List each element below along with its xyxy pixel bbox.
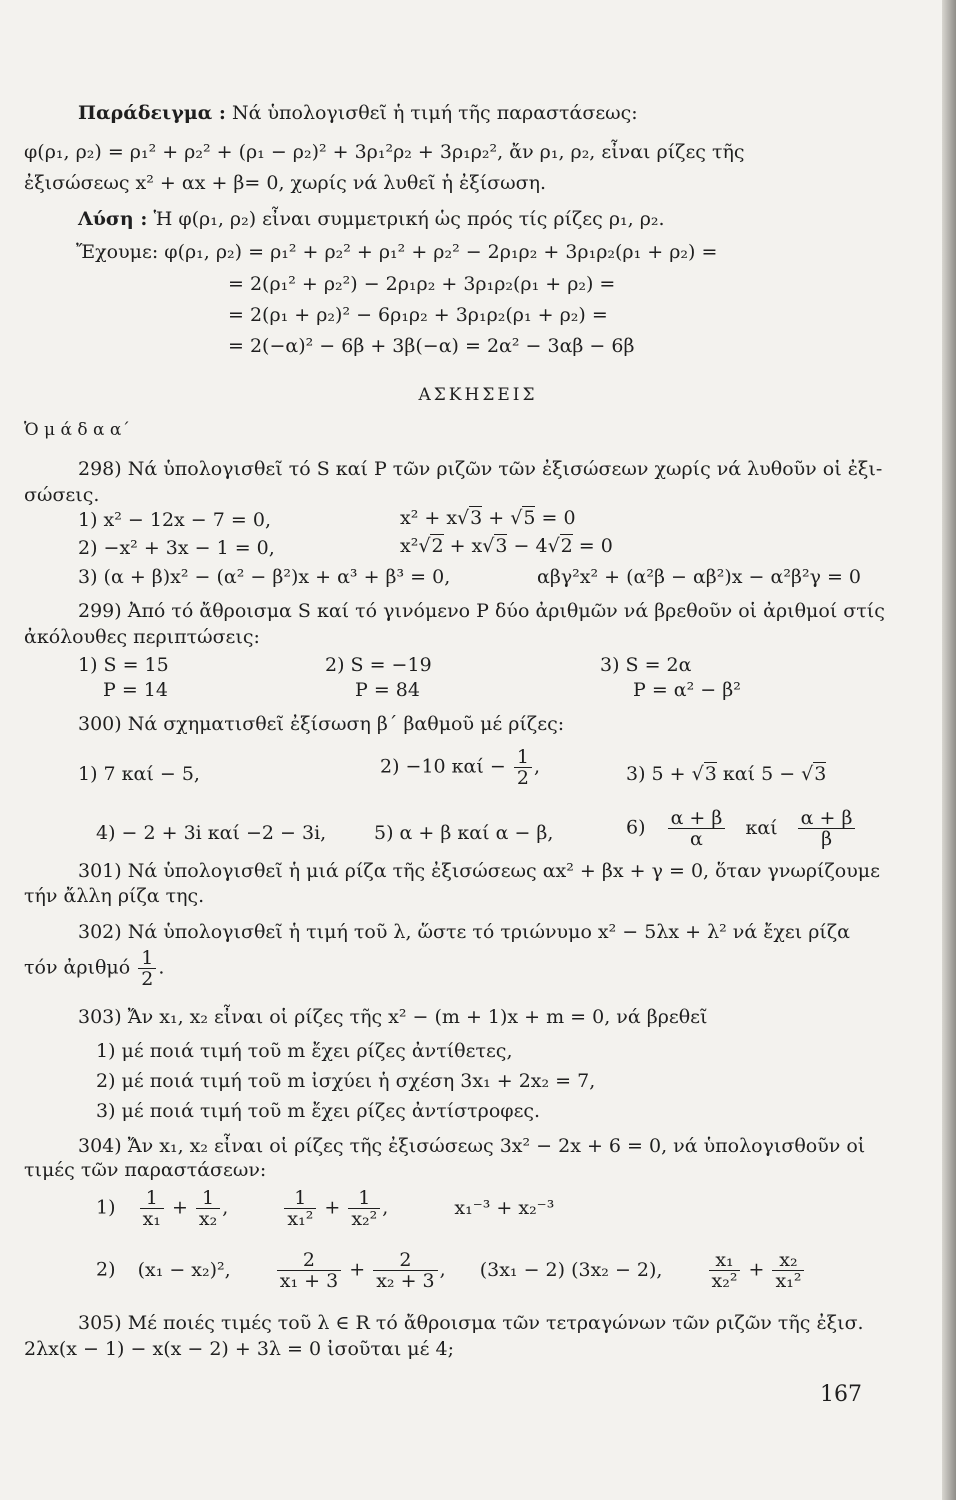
exercise-303-item-1: 1) μέ ποιά τιμή τοῦ m ἔχει ρίζες ἀντίθετες, (96, 1040, 513, 1062)
exercise-301-line-2: τήν ἄλλη ρίζα της. (24, 885, 205, 907)
solution-line-3: = 2(ρ₁² + ρ₂²) − 2ρ₁ρ₂ + 3ρ₁ρ₂(ρ₁ + ρ₂) = (228, 273, 616, 295)
exercise-302-line-1: 302) Νά ὑπολογισθεῖ ἡ τιμή τοῦ λ, ὥστε τό τριώνυμο x² − 5λx + λ² νά ἔχει ρίζα (78, 921, 851, 943)
exercise-300-item-5: 5) α + β καί α − β, (374, 822, 554, 844)
exercise-299-case-2-p: P = 84 (355, 679, 420, 701)
example-line-3: ἐξισώσεως x² + αx + β= 0, χωρίς νά λυθεῖ ἡ ἐξίσωση. (24, 172, 547, 194)
solution-line-1: Ἡ φ(ρ₁, ρ₂) εἶναι συμμετρική ὡς πρός τίς ρίζες ρ₁, ρ₂. (153, 208, 665, 230)
exercise-298-line-1: 298) Νά ὑπολογισθεῖ τό S καί P τῶν ριζῶν τῶν ἐξισώσεων χωρίς νά λυθοῦν οἱ ἐξι- (78, 458, 883, 480)
exercise-303-line-1: 303) Ἄν x₁, x₂ εἶναι οἱ ρίζες τῆς x² − (m + 1)x + m = 0, νά βρεθεῖ (78, 1006, 708, 1028)
exercise-300-item-4: 4) − 2 + 3i καί −2 − 3i, (96, 822, 327, 844)
solution-paragraph (78, 207, 665, 231)
example-heading: Παράδειγμα : (78, 102, 226, 124)
exercise-299-case-2-s: 2) S = −19 (325, 654, 432, 676)
exercise-305-line-1: 305) Μέ ποιές τιμές τοῦ λ ∈ R τό ἄθροισμα τῶν τετραγώνων τῶν ριζῶν τῆς ἐξισ. (78, 1312, 864, 1334)
exercise-300-line-1: 300) Νά σχηματισθεῖ ἐξίσωση β΄ βαθμοῦ μέ ρίζες: (78, 713, 565, 735)
exercises-title: ΑΣΚΗΣΕΙΣ (418, 385, 538, 405)
exercise-298-item-3a: 3) (α + β)x² − (α² − β²)x + α³ + β³ = 0, (78, 566, 451, 588)
exercise-299-line-2: ἀκόλουθες περιπτώσεις: (24, 626, 260, 648)
exercise-304-line-2: τιμές τῶν παραστάσεων: (24, 1159, 267, 1181)
exercise-303-item-3: 3) μέ ποιά τιμή τοῦ m ἔχει ρίζες ἀντίστροφες. (96, 1100, 541, 1122)
exercise-300-item-3: 3) 5 + √3 καί 5 − √3 (626, 763, 827, 785)
exercise-304-line-1: 304) Ἄν x₁, x₂ εἶναι οἱ ρίζες τῆς ἐξισώσεως 3x² − 2x + 6 = 0, νά ὑπολογισθοῦν οἱ (78, 1135, 866, 1157)
exercise-298-item-2b: x²√2 + x√3 − 4√2 = 0 (400, 535, 613, 557)
page-number: 167 (820, 1382, 862, 1407)
exercise-298-item-1b: x² + x√3 + √5 = 0 (400, 507, 576, 529)
exercise-302-line-2: τόν ἀριθμό $\frac{1}{2}$ . (24, 947, 165, 990)
exercise-298-item-1a: 1) x² − 12x − 7 = 0, (78, 509, 271, 531)
sqrt-3: 3 (470, 507, 483, 529)
solution-line-5: = 2(−α)² − 6β + 3β(−α) = 2α² − 3αβ − 6β (228, 335, 635, 357)
exercise-299-case-1-s: 1) S = 15 (78, 654, 169, 676)
page-edge-shadow (942, 0, 956, 1500)
example-line-1: Νά ὑπολογισθεῖ ἡ τιμή τῆς παραστάσεως: (231, 102, 638, 124)
solution-line-4: = 2(ρ₁ + ρ₂)² − 6ρ₁ρ₂ + 3ρ₁ρ₂(ρ₁ + ρ₂) = (228, 304, 608, 326)
example-paragraph (78, 101, 638, 125)
exercise-300-item-2: 2) −10 καί − $\frac{1}{2}$ , (380, 746, 540, 789)
exercise-300-item-6: 6) $\frac{\alpha + \beta}{\alpha}$ καί $\frac{\alpha + \beta}{\beta}$ (626, 808, 857, 849)
exercise-300-item-1: 1) 7 καί − 5, (78, 763, 200, 785)
exercise-299-case-3-p: P = α² − β² (633, 679, 741, 701)
example-line-2: φ(ρ₁, ρ₂) = ρ₁² + ρ₂² + (ρ₁ − ρ₂)² + 3ρ₁²ρ₂ + 3ρ₁ρ₂², ἄν ρ₁, ρ₂, εἶναι ρίζες τῆς (24, 141, 745, 163)
exercise-298-line-2: σώσεις. (24, 484, 100, 506)
exercise-303-item-2: 2) μέ ποιά τιμή τοῦ m ἰσχύει ἡ σχέση 3x₁ + 2x₂ = 7, (96, 1070, 596, 1092)
sqrt-5: 5 (523, 507, 536, 529)
fraction-one-half: $\frac{1}{2}$ (514, 747, 532, 788)
exercise-299-case-3-s: 3) S = 2α (600, 654, 692, 676)
exercise-299-case-1-p: P = 14 (103, 679, 168, 701)
group-label: Ὁ μ ά δ α α΄ (24, 420, 130, 440)
exercise-298-item-2a: 2) −x² + 3x − 1 = 0, (78, 537, 275, 559)
exercise-301-line-1: 301) Νά ὑπολογισθεῖ ἡ μιά ρίζα τῆς ἐξισώσεως αx² + βx + γ = 0, ὅταν γνωρίζουμε (78, 860, 880, 882)
exercise-305-line-2: 2λx(x − 1) − x(x − 2) + 3λ = 0 ἰσοῦται μέ 4; (24, 1338, 455, 1360)
solution-line-2: Ἔχουμε: φ(ρ₁, ρ₂) = ρ₁² + ρ₂² + ρ₁² + ρ₂² − 2ρ₁ρ₂ + 3ρ₁ρ₂(ρ₁ + ρ₂) = (76, 241, 718, 263)
solution-heading: Λύση : (78, 208, 148, 230)
exercise-298-item-3b: αβγ²x² + (α²β − αβ²)x − α²β²γ = 0 (537, 566, 862, 588)
exercise-299-line-1: 299) Ἀπό τό ἄθροισμα S καί τό γινόμενο P δύο ἀριθμῶν νά βρεθοῦν οἱ ἀριθμοί στίς (78, 600, 885, 622)
exercise-304-row-2: 2) (x₁ − x₂)², $\frac{2}{\text{x₁ + 3}}$ + $\frac{2}{\text{x₂ + 3}}$ , (3x₁ − 2) (3x₂ − 2), $\frac{\text{x₁}}{\text{x₂²}}$ + $\frac{\text{x₂}}{\text{x₁²}}$ (96, 1250, 806, 1291)
exercise-304-row-1: 1) $\frac{1}{\text{x₁}}$ + $\frac{1}{\text{x₂}}$ , $\frac{1}{\text{x₁²}}$ + $\frac{1}{\text{x₂²}}$ , x₁⁻³ + x₂⁻³ (96, 1187, 555, 1230)
